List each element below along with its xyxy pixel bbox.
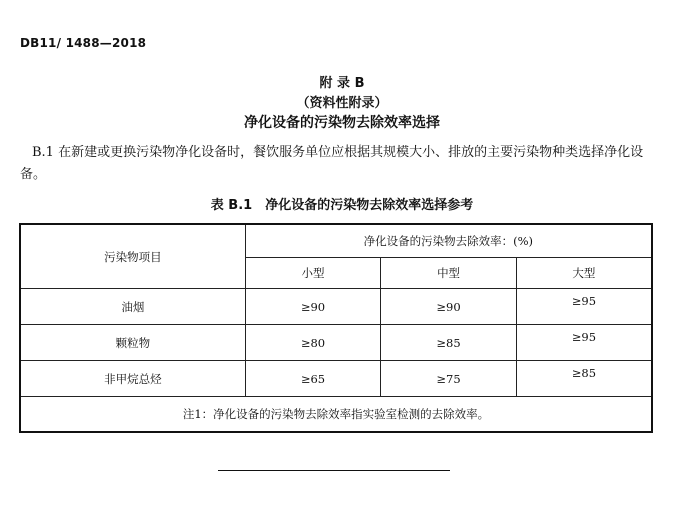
table-row — [20, 289, 652, 325]
efficiency-table — [19, 223, 653, 433]
row-name: 颗粒物 — [20, 325, 245, 361]
row-name: 油烟 — [20, 289, 245, 325]
cell-medium: ≥85 — [381, 325, 517, 361]
header-efficiency-group: 净化设备的污染物去除效率：(%) — [245, 224, 652, 258]
header-small: 小型 — [245, 258, 381, 289]
table-row — [20, 325, 652, 361]
header-large: 大型 — [516, 258, 652, 289]
table-note: 注1：净化设备的污染物去除效率指实验室检测的去除效率。 — [20, 397, 652, 433]
appendix-title: 附 录 B — [319, 76, 365, 91]
cell-small: ≥90 — [245, 289, 381, 325]
appendix-heading: 净化设备的污染物去除效率选择 — [244, 115, 440, 131]
clause-text: B.1 在新建或更换污染物净化设备时，餐饮服务单位应根据其规模大小、排放的主要污染物种类选择净化设备。 — [20, 145, 644, 182]
table-row — [20, 361, 652, 397]
cell-large: ≥95 — [516, 289, 652, 325]
cell-medium: ≥90 — [381, 289, 517, 325]
cell-medium: ≥75 — [381, 361, 517, 397]
table-note-row — [20, 397, 652, 433]
row-name: 非甲烷总烃 — [20, 361, 245, 397]
cell-large: ≥95 — [516, 325, 652, 361]
cell-large: ≥85 — [516, 361, 652, 397]
end-rule-divider — [218, 470, 450, 471]
appendix-type: （资料性附录） — [296, 96, 388, 111]
table-header-row — [20, 224, 652, 258]
header-pollutant-item: 污染物项目 — [20, 224, 245, 289]
cell-small: ≥65 — [245, 361, 381, 397]
cell-small: ≥80 — [245, 325, 381, 361]
table-title: 表 B.1 净化设备的污染物去除效率选择参考 — [210, 198, 474, 213]
document-code: DB11/ 1488—2018 — [20, 36, 147, 50]
clause-paragraph — [20, 142, 660, 186]
header-medium: 中型 — [381, 258, 517, 289]
